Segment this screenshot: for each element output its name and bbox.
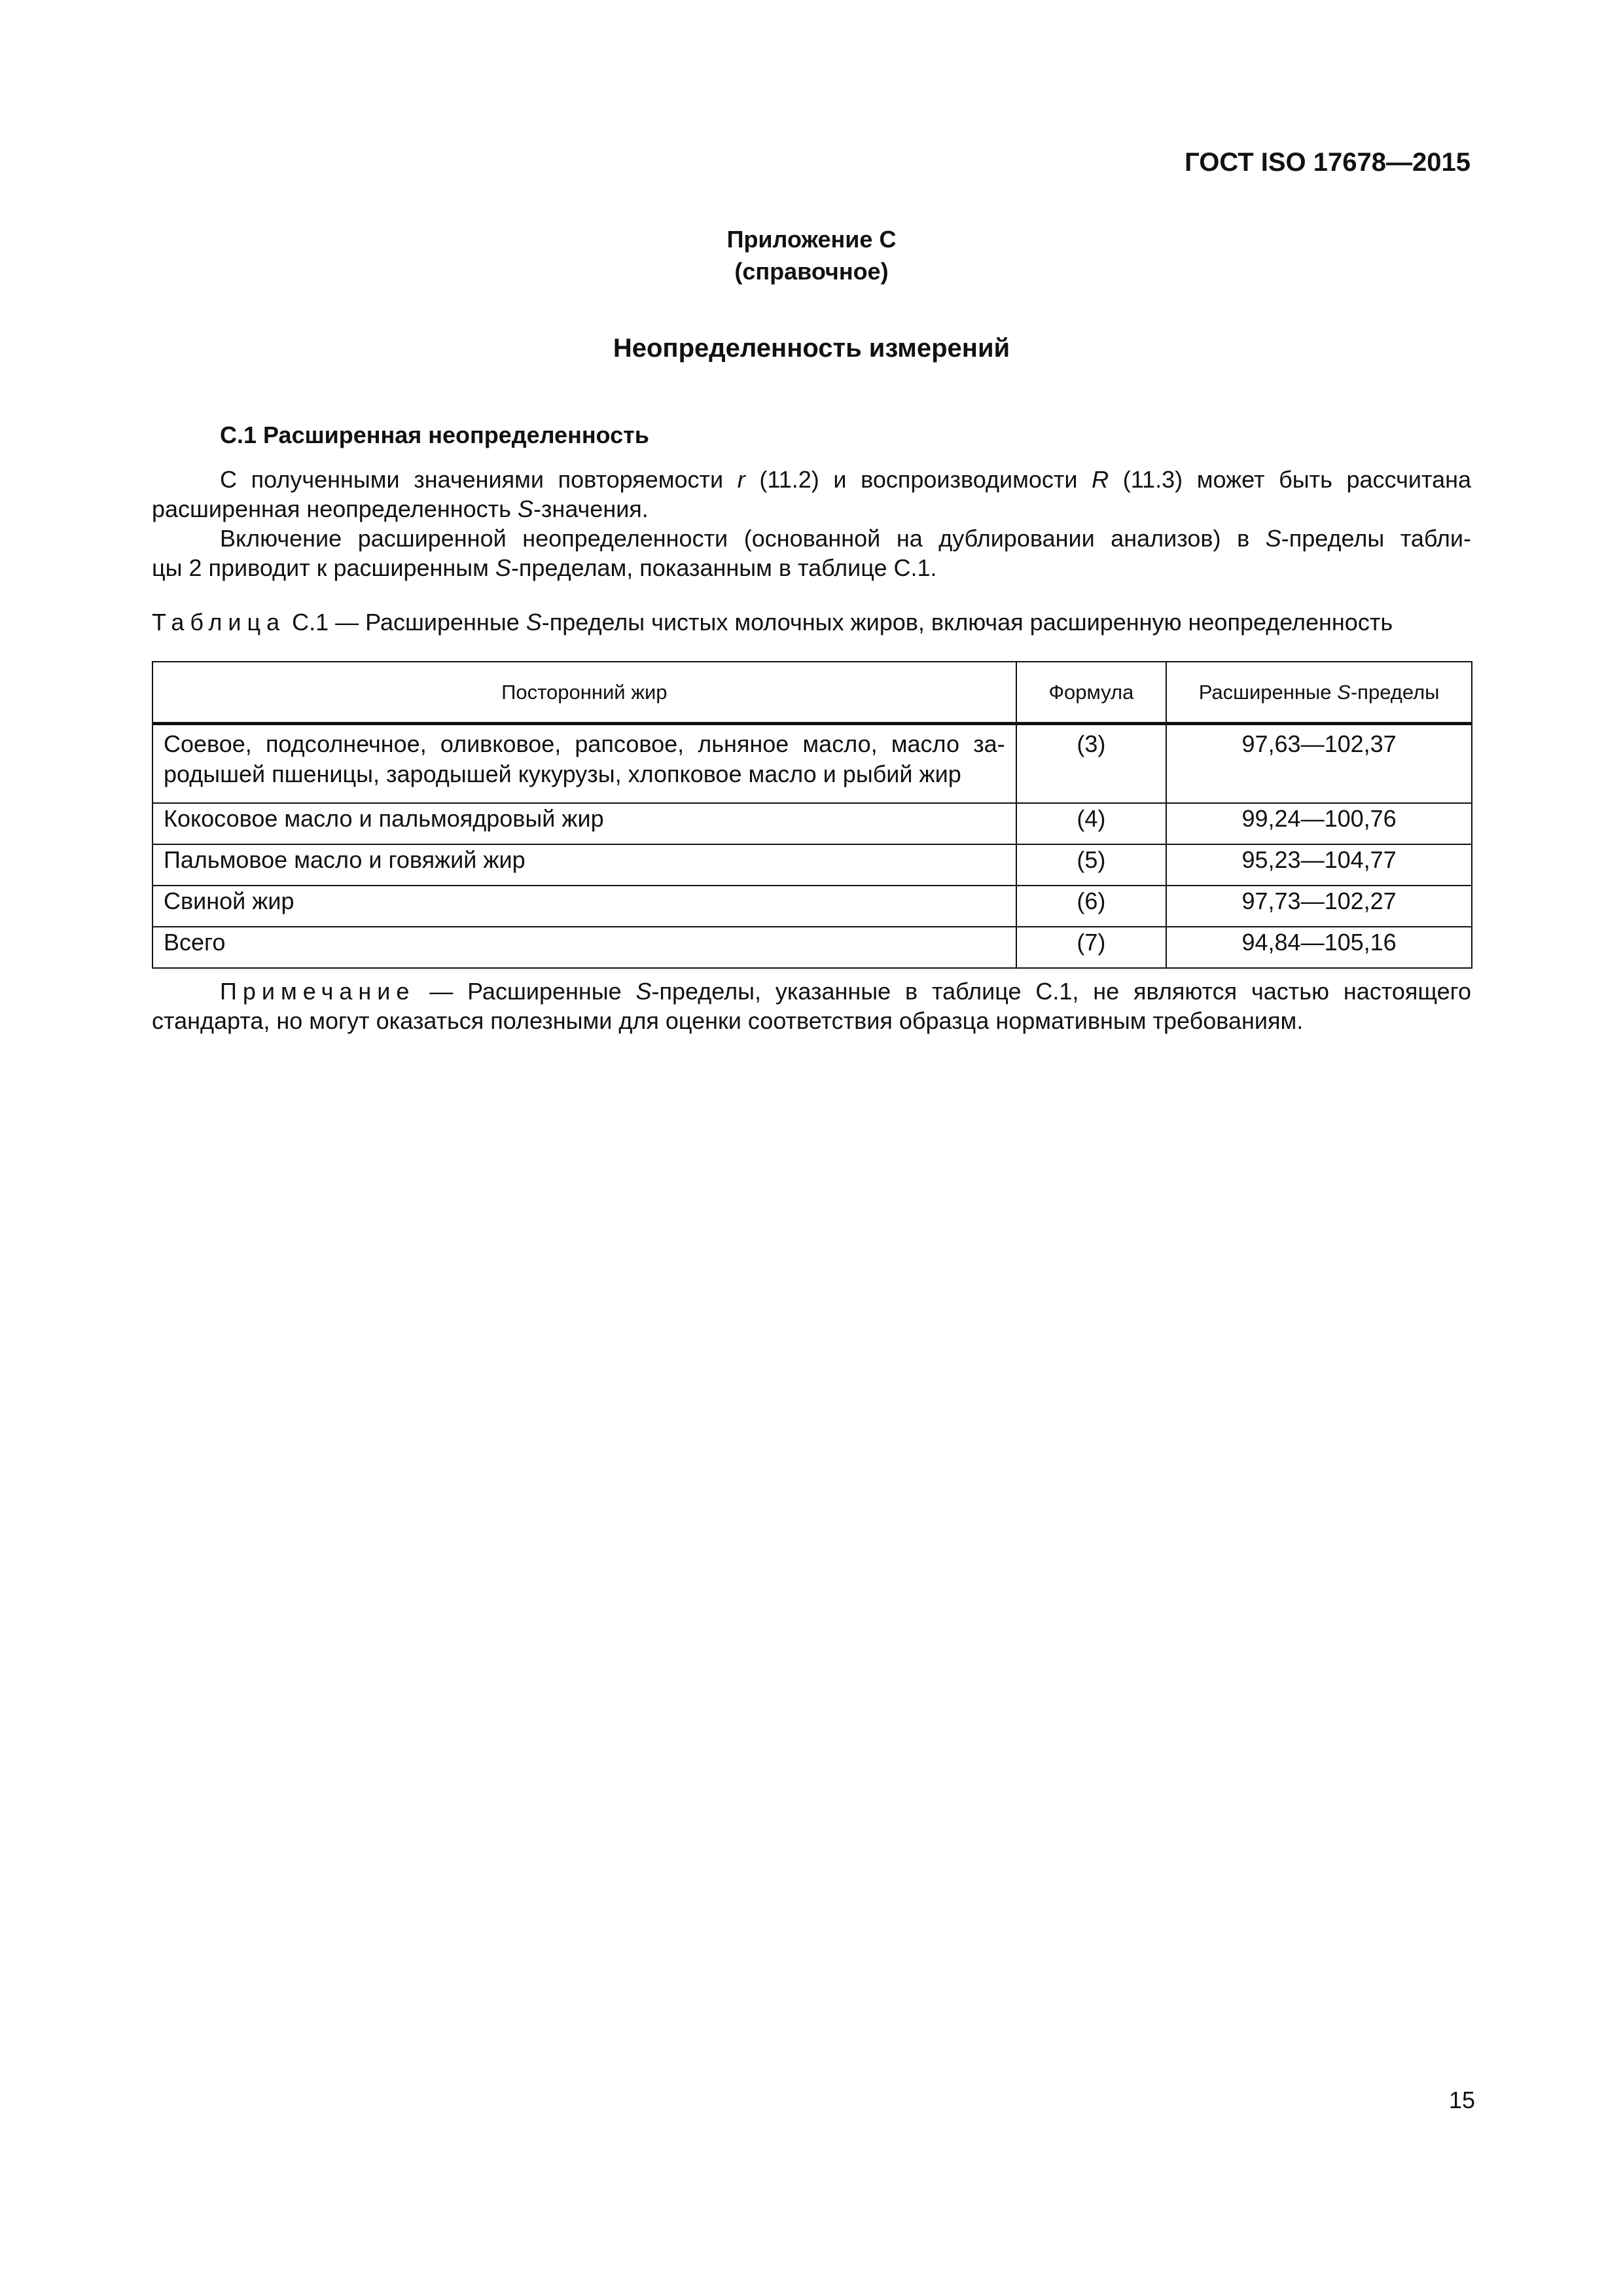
paragraph-1-line-1: С полученными значениями повторяемости r (11.2) и воспроизводимости R (11.3) может быть рассчитана [220,466,1471,493]
fat-cell: Кокосовое масло и пальмоядровый жир [152,803,1016,844]
formula-cell: (3) [1016,724,1167,804]
limits-cell: 97,63—102,37 [1166,724,1472,804]
annex-type: (справочное) [734,258,889,285]
data-table [152,661,1472,969]
table-row [152,886,1472,927]
table-row [152,724,1472,804]
paragraph-2-line-2: цы 2 приводит к расширенным S-пределам, показанным в таблице С.1. [152,554,937,581]
note-line-1: Примечание — Расширенные S-пределы, указанные в таблице С.1, не являются частью настоящего [220,978,1471,1005]
page-number: 15 [1449,2087,1476,2113]
header-limits: Расширенные S-пределы [1166,662,1472,724]
paragraph-2 [152,524,1471,583]
note-line-2: стандарта, но могут оказаться полезными для оценки соответствия образца нормативным требованиям. [152,1007,1304,1034]
limits-cell: 94,84—105,16 [1166,927,1472,968]
table-row [152,844,1472,886]
limits-cell: 99,24—100,76 [1166,803,1472,844]
table-header-row [152,662,1472,724]
header-foreign-fat: Посторонний жир [152,662,1016,724]
limits-cell: 97,73—102,27 [1166,886,1472,927]
paragraph-2-line-1: Включение расширенной неопределенности (основанной на дублировании анализов) в S-пределы табли- [220,525,1471,552]
table-note [152,977,1471,1035]
table-row [152,803,1472,844]
fat-cell: Пальмовое масло и говяжий жир [152,844,1016,886]
paragraph-1-line-2: расширенная неопределенность S-значения. [152,495,649,522]
fat-cell: Всего [152,927,1016,968]
header-formula: Формула [1016,662,1167,724]
formula-cell: (4) [1016,803,1167,844]
formula-cell: (6) [1016,886,1167,927]
table-row [152,927,1472,968]
formula-cell: (5) [1016,844,1167,886]
section-title: Неопределенность измерений [613,334,1010,363]
subsection-title: С.1 Расширенная неопределенность [220,422,649,448]
paragraph-1 [152,465,1471,524]
fat-cell: Свиной жир [152,886,1016,927]
document-id: ГОСТ ISO 17678—2015 [1185,148,1471,177]
fat-cell: Соевое, подсолнечное, оливковое, рапсовое, льняное масло, масло за- родышей пшеницы, зародышей кукурузы, хлопковое масло и рыбий жир [152,724,1016,804]
formula-cell: (7) [1016,927,1167,968]
table-caption: Таблица С.1 — Расширенные S-пределы чистых молочных жиров, включая расширенную неопределенность [152,609,1393,636]
annex-title: Приложение С [726,226,897,253]
limits-cell: 95,23—104,77 [1166,844,1472,886]
